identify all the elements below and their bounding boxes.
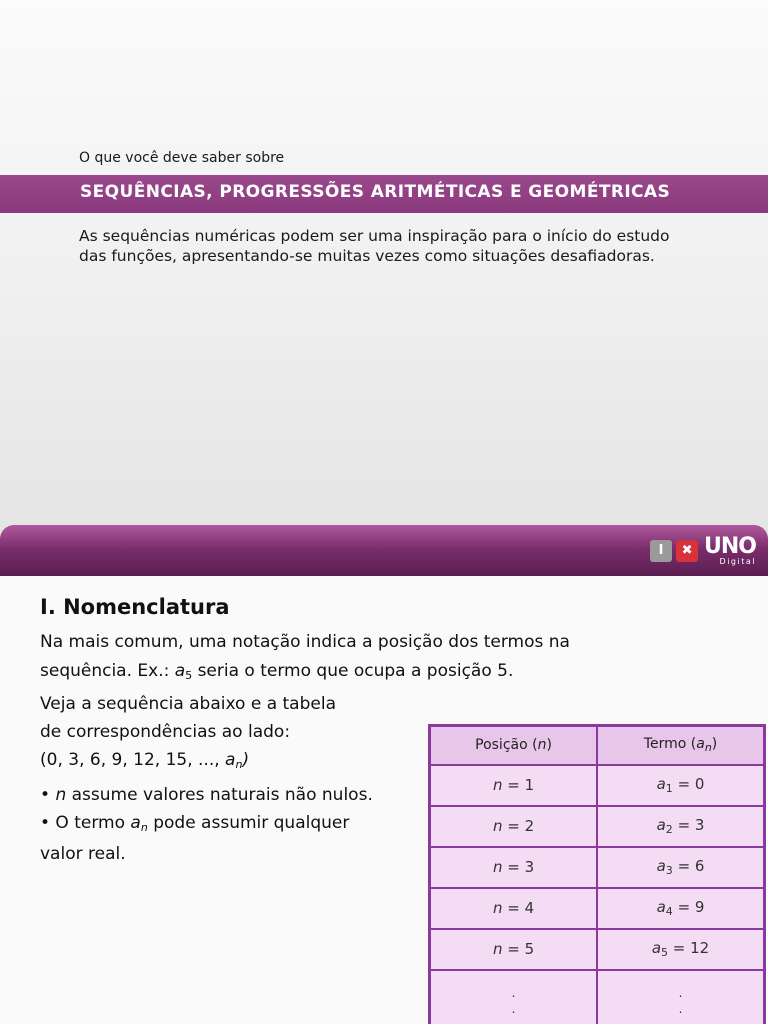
title-band <box>0 175 768 213</box>
intro-paragraph: As sequências numéricas podem ser uma inspiração para o início do estudo das funções, apresentando-se muitas vezes como situações desafiadoras. <box>79 227 670 265</box>
slide-title-text: SEQUÊNCIAS, PROGRESSÕES ARITMÉTICAS E GEOMÉTRICAS <box>80 182 671 202</box>
text-line-4: de correspondências ao lado: <box>40 722 291 742</box>
sub-n: n <box>140 821 148 834</box>
table-row <box>430 806 765 847</box>
sub-n: n <box>235 758 243 771</box>
position-cell: n = 5 <box>430 929 598 970</box>
uno-digital-logo <box>650 533 756 566</box>
table-header-row <box>430 726 765 765</box>
text-line-2-post: seria o termo que ocupa a posição 5. <box>192 661 514 681</box>
var-n: n <box>55 785 67 805</box>
logo-brand-sub: Digital <box>719 556 756 566</box>
pretitle: O que você deve saber sobre <box>79 150 285 166</box>
table-row <box>430 847 765 888</box>
table-row <box>430 888 765 929</box>
table-row <box>430 929 765 970</box>
logo-i-mark: I <box>650 540 672 562</box>
sequence-values: (0, 3, 6, 9, 12, 15, ..., <box>40 750 226 770</box>
bullet-2-post: pode assumir qualquer <box>147 813 350 833</box>
bullet-1-text: assume valores naturais não nulos. <box>66 785 373 805</box>
footer-band <box>0 525 768 576</box>
text-line-2 <box>40 661 513 682</box>
position-cell: n = 1 <box>430 765 598 806</box>
slide-nomenclatura <box>0 576 768 1024</box>
bullet-1 <box>40 785 373 805</box>
term-ellipsis: . . <box>597 970 764 1024</box>
term-cell: $a_2 = 3$ <box>597 806 764 847</box>
position-cell: n = 2 <box>430 806 598 847</box>
table-row-ellipsis <box>430 970 765 1024</box>
logo-brand-text: UNO <box>704 533 756 559</box>
text-line-1: Na mais comum, uma notação indica a posição dos termos na <box>40 632 570 652</box>
sub-5: 5 <box>185 669 193 682</box>
text-line-2-pre: sequência. Ex.: <box>40 661 175 681</box>
var-a: a <box>174 661 186 681</box>
close-paren: ) <box>242 750 250 770</box>
bullet-mark: • <box>40 785 56 805</box>
bullet-2-continuation: valor real. <box>40 844 126 864</box>
position-cell: n = 3 <box>430 847 598 888</box>
section-title: I. Nomenclatura <box>40 595 230 619</box>
term-cell: $a_3 = 6$ <box>597 847 764 888</box>
term-cell: $a_4 = 9$ <box>597 888 764 929</box>
sequence-line <box>40 750 249 771</box>
logo-x-mark: ✖ <box>676 540 698 562</box>
bullet-2-pre: • O termo <box>40 813 131 833</box>
var-a: a <box>225 750 236 770</box>
var-a: a <box>130 813 141 833</box>
term-cell: $a_1 = 0$ <box>597 765 764 806</box>
logo-brand <box>704 533 756 566</box>
text-line-3: Veja a sequência abaixo e a tabela <box>40 694 336 714</box>
bullet-2 <box>40 813 349 834</box>
table-row <box>430 765 765 806</box>
header-term: Termo $(a_n)$ <box>597 726 764 765</box>
position-ellipsis: . . <box>430 970 598 1024</box>
correspondence-table <box>428 724 766 1024</box>
term-cell: $a_5 = 12$ <box>597 929 764 970</box>
position-cell: n = 4 <box>430 888 598 929</box>
header-position: Posição (n) <box>430 726 598 765</box>
